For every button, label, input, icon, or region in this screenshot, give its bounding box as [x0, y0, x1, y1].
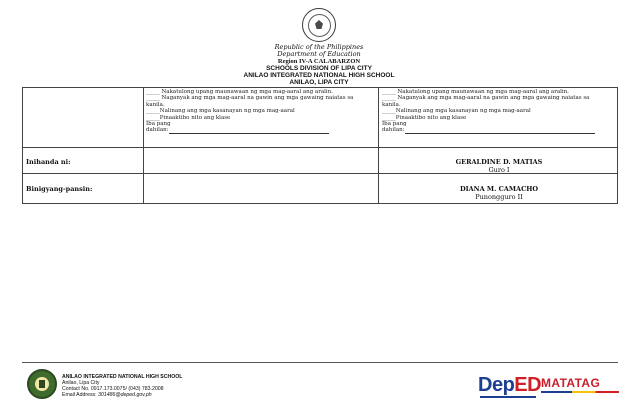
- noted-by-label: Binigyang-pansin:: [26, 185, 93, 193]
- option-item: _____Pinaaktibo nito ang klase: [382, 114, 467, 121]
- matatag-logo: MATATAG: [541, 376, 601, 390]
- option-item: dahilan:: [382, 127, 405, 134]
- deped-logo-ed: ED: [514, 374, 542, 396]
- option-item: _____Pinaaktibo nito ang klase: [146, 114, 231, 121]
- school-logo-icon: [27, 369, 57, 399]
- option-item: kanila.: [382, 101, 401, 108]
- option-item: _____ Nakatulong upang maunawaan ng mga mag-aaral ang aralin.: [146, 89, 333, 95]
- table-border-left: [22, 87, 23, 204]
- header-school: ANILAO INTEGRATED NATIONAL HIGH SCHOOL: [243, 71, 395, 79]
- option-item: dahilan:: [146, 127, 169, 134]
- header-republic: Republic of the Philippines: [274, 43, 364, 51]
- footer-divider: [22, 362, 618, 363]
- option-item: _____ Nakatulong upang maunawaan ng mga mag-aaral ang aralin.: [382, 89, 569, 95]
- option-item: Iba pang: [382, 120, 407, 127]
- deped-logo: [478, 374, 542, 396]
- table-border-bottom: [22, 203, 618, 204]
- matatag-logo-underline: [541, 391, 619, 393]
- noted-by-name: DIANA M. CAMACHO: [459, 185, 539, 193]
- header-division: SCHOOLS DIVISION OF LIPA CITY: [266, 64, 372, 72]
- option-item: _____Nalinang ang mga kasanayan ng mga mag-aaral: [146, 108, 295, 115]
- noted-by-role: Punongguro II: [475, 193, 523, 201]
- options-list-col2: [382, 89, 595, 134]
- prepared-by-name: GERALDINE D. MATIAS: [455, 158, 543, 166]
- footer-city: Anilao, Lipa City: [62, 380, 100, 386]
- footer-contact: Contact No. 0917.173.0075/ (043) 783.2008: [62, 386, 164, 392]
- footer-school-name: ANILAO INTEGRATED NATIONAL HIGH SCHOOL: [62, 374, 183, 380]
- option-item: _____Nalinang ang mga kasanayan ng mga mag-aaral: [382, 108, 531, 115]
- option-item: _____ Naganyak ang mga mag-aaral na gawin ang mga gawaing naiatas sa: [382, 95, 590, 102]
- option-other-line: [146, 127, 353, 133]
- answer-line: [169, 128, 329, 134]
- footer-email-label: Email Address:: [62, 392, 99, 398]
- option-item: kanila.: [146, 101, 165, 108]
- option-other-line: [382, 127, 595, 133]
- deped-seal-icon: [302, 8, 336, 42]
- deped-logo-dep: Dep: [478, 374, 515, 396]
- answer-line: [405, 128, 595, 134]
- table-border-top: [22, 87, 618, 88]
- deped-logo-underline: [480, 396, 536, 398]
- option-item: _____ Naganyak ang mga mag-aaral na gawin ang mga gawaing naiatas sa: [146, 95, 354, 102]
- header-department: Department of Education: [277, 50, 361, 58]
- footer-email: [62, 392, 152, 398]
- options-list-col1: [146, 89, 353, 134]
- header-city: ANILAO, LIPA CITY: [289, 78, 349, 86]
- header-region: Region IV-A CALABARZON: [277, 57, 361, 65]
- table-row-divider: [22, 147, 618, 148]
- prepared-by-label: Inihanda ni:: [26, 158, 71, 166]
- option-item: Iba pang: [146, 120, 171, 127]
- footer-email-link[interactable]: 301486@deped.gov.ph: [98, 392, 152, 398]
- prepared-by-role: Guro I: [488, 166, 510, 174]
- table-col-divider: [143, 87, 144, 204]
